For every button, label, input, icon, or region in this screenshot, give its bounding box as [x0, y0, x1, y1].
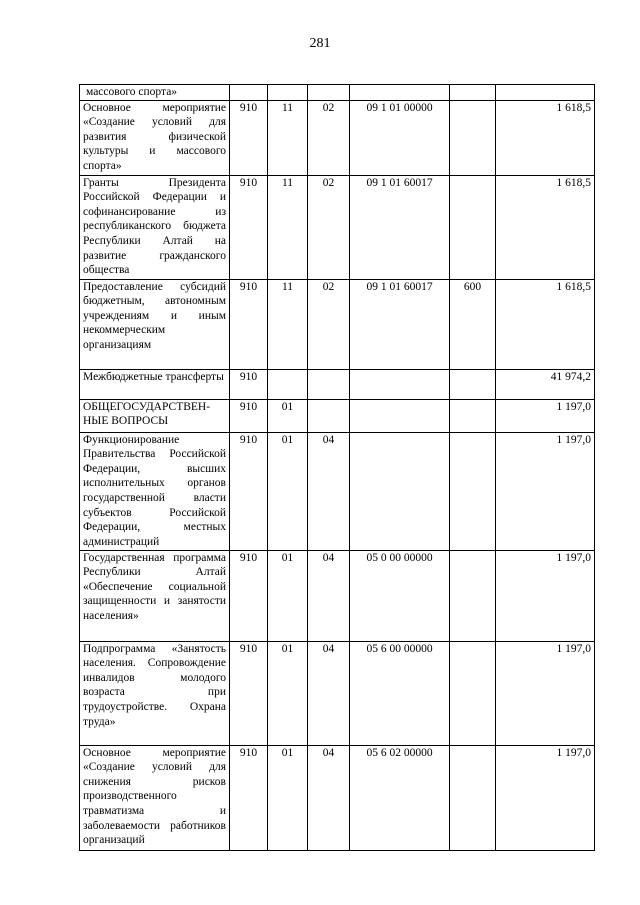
target-code-cell: [350, 432, 450, 550]
table-row: [80, 279, 595, 369]
target-code-cell: 05 0 00 00000: [350, 550, 450, 641]
target-code-cell: 09 1 01 60017: [350, 279, 450, 369]
expense-name-cell: Предоставление субсидий бюджетным, автономным учреждениям и иным некоммерческим организациям: [80, 279, 230, 369]
grbs-code-cell: 910: [230, 550, 268, 641]
grbs-code-cell: 910: [230, 175, 268, 279]
table-row: [80, 641, 595, 745]
section-code-cell: 01: [268, 745, 308, 850]
target-code-cell: [350, 399, 450, 432]
amount-cell: 1 618,5: [496, 279, 595, 369]
section-code-cell: 01: [268, 641, 308, 745]
subsection-code-cell: 02: [308, 100, 350, 175]
subsection-code-cell: [308, 369, 350, 399]
expense-type-cell: [450, 641, 496, 745]
section-code-cell: [268, 85, 308, 101]
grbs-code-cell: 910: [230, 100, 268, 175]
grbs-code-cell: 910: [230, 369, 268, 399]
expense-type-cell: [450, 399, 496, 432]
subsection-code-cell: 02: [308, 279, 350, 369]
amount-cell: 1 197,0: [496, 432, 595, 550]
target-code-cell: [350, 369, 450, 399]
table-row: [80, 550, 595, 641]
table-row: [80, 175, 595, 279]
expense-type-cell: [450, 100, 496, 175]
expense-name-cell: Основное мероприятие «Создание условий для развития физической культуры и массового спорта»: [80, 100, 230, 175]
section-code-cell: 01: [268, 432, 308, 550]
expense-name-cell: ОБЩЕГОСУДАРСТВЕН-НЫЕ ВОПРОСЫ: [80, 399, 230, 432]
subsection-code-cell: 04: [308, 550, 350, 641]
grbs-code-cell: 910: [230, 279, 268, 369]
target-code-cell: 09 1 01 00000: [350, 100, 450, 175]
table-row: [80, 745, 595, 850]
target-code-cell: 05 6 00 00000: [350, 641, 450, 745]
amount-cell: 1 197,0: [496, 641, 595, 745]
expense-type-cell: [450, 175, 496, 279]
section-code-cell: [268, 369, 308, 399]
amount-cell: 1 197,0: [496, 745, 595, 850]
grbs-code-cell: 910: [230, 399, 268, 432]
expense-type-cell: [450, 432, 496, 550]
target-code-cell: 09 1 01 60017: [350, 175, 450, 279]
expense-name-cell: Подпрограмма «Занятость населения. Сопровождение инвалидов молодого возраста при трудоустройстве. Охрана труда»: [80, 641, 230, 745]
table-row: [80, 100, 595, 175]
amount-cell: 41 974,2: [496, 369, 595, 399]
expense-type-cell: [450, 745, 496, 850]
subsection-code-cell: [308, 399, 350, 432]
table-row: [80, 85, 595, 101]
section-code-cell: 11: [268, 279, 308, 369]
expense-name-cell: массового спорта»: [80, 85, 230, 101]
target-code-cell: 05 6 02 00000: [350, 745, 450, 850]
section-code-cell: 11: [268, 100, 308, 175]
expense-name-cell: Гранты Президента Российской Федерации и софинансирование из республиканского бюджета Республики Алтай на развитие гражданского общества: [80, 175, 230, 279]
budget-table-body: [80, 85, 595, 851]
expense-name-cell: Основное мероприятие «Создание условий для снижения рисков производственного травматизма и заболеваемости работников организаций: [80, 745, 230, 850]
budget-table: [79, 84, 595, 851]
amount-cell: 1 618,5: [496, 175, 595, 279]
expense-type-cell: [450, 550, 496, 641]
amount-cell: [496, 85, 595, 101]
amount-cell: 1 197,0: [496, 550, 595, 641]
expense-type-cell: [450, 369, 496, 399]
expense-name-cell: Государственная программа Республики Алтай «Обеспечение социальной защищенности и занятости населения»: [80, 550, 230, 641]
expense-type-cell: 600: [450, 279, 496, 369]
section-code-cell: 01: [268, 399, 308, 432]
section-code-cell: 11: [268, 175, 308, 279]
amount-cell: 1 197,0: [496, 399, 595, 432]
grbs-code-cell: 910: [230, 745, 268, 850]
page-number: 281: [309, 36, 331, 51]
grbs-code-cell: [230, 85, 268, 101]
grbs-code-cell: 910: [230, 432, 268, 550]
table-row: [80, 369, 595, 399]
grbs-code-cell: 910: [230, 641, 268, 745]
table-row: [80, 399, 595, 432]
subsection-code-cell: 02: [308, 175, 350, 279]
subsection-code-cell: 04: [308, 745, 350, 850]
expense-name-cell: Межбюджетные трансферты: [80, 369, 230, 399]
subsection-code-cell: [308, 85, 350, 101]
subsection-code-cell: 04: [308, 432, 350, 550]
subsection-code-cell: 04: [308, 641, 350, 745]
section-code-cell: 01: [268, 550, 308, 641]
target-code-cell: [350, 85, 450, 101]
table-row: [80, 432, 595, 550]
expense-name-cell: Функционирование Правительства Российской Федерации, высших исполнительных органов государственной власти субъектов Российской Федерации, местных администраций: [80, 432, 230, 550]
expense-type-cell: [450, 85, 496, 101]
amount-cell: 1 618,5: [496, 100, 595, 175]
